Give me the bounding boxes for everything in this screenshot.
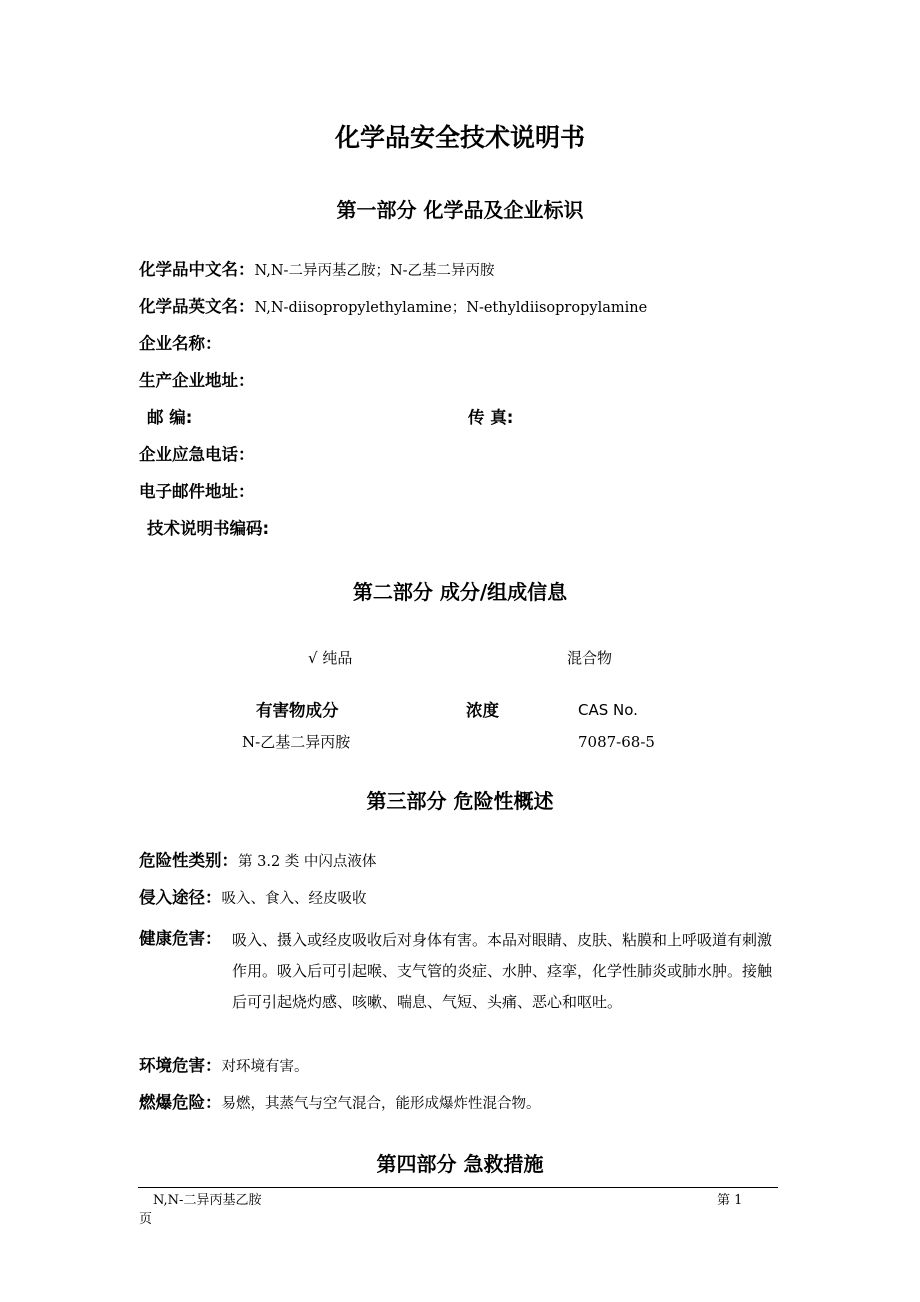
fire-row [139,1093,541,1114]
col-component-header: 有害物成分 [256,701,339,720]
cn-name-row [139,260,495,281]
health-value: 吸入、摄入或经皮吸收后对身体有害。本品对眼睛、皮肤、粘膜和上呼吸道有刺激作用。吸入后可引起喉、支气管的炎症、水肿、痉挛，化学性肺炎或肺水肿。接触后可引起烧灼感、咳嗽、喘息、气短、头痛、恶心和呕吐。 [232,931,773,1011]
hazard-class-label: 危险性类别： [139,851,238,870]
en-name-label: 化学品英文名： [139,297,255,316]
env-row [139,1056,309,1077]
postcode-label: 邮 编: [147,408,193,427]
section2-heading: 第二部分 成分/组成信息 [352,580,568,604]
msds-code-row [147,519,269,539]
route-row [139,888,367,909]
env-label: 环境危害： [139,1056,222,1075]
route-label: 侵入途径： [139,888,222,907]
fax-label: 传 真: [468,408,514,427]
pure-option: √ 纯品 [308,649,353,667]
hazard-class-value: 第 3.2 类 中闪点液体 [238,854,377,870]
section1-heading: 第一部分 化学品及企业标识 [336,198,584,222]
address-label: 生产企业地址： [139,371,255,390]
en-name-value: N,N-diisopropylethylamine；N-ethyldiisopropylamine [254,300,648,316]
footer-page-suffix: 页 [139,1212,153,1227]
footer-page-number: 第 1 [717,1193,743,1208]
company-label: 企业名称： [139,334,222,353]
env-value: 对环境有害。 [221,1059,309,1075]
col-concentration-header: 浓度 [466,701,499,720]
msds-code-label: 技术说明书编码: [147,519,270,538]
section4-heading: 第四部分 急救措施 [376,1152,544,1176]
health-label: 健康危害： [139,929,222,948]
footer-doc-name: N,N-二异丙基乙胺 [153,1193,262,1208]
section3-heading: 第三部分 危险性概述 [366,789,554,813]
hazard-class-row [139,851,376,872]
component-cell: N-乙基二异丙胺 [242,733,351,751]
col-cas-header: CAS No. [578,701,638,719]
email-row [139,482,255,502]
document-title: 化学品安全技术说明书 [334,123,585,152]
emergency-phone-row [139,445,255,465]
fax-row [468,408,513,428]
cas-cell: 7087-68-5 [578,733,655,751]
postcode-row [147,408,192,428]
fire-value: 易燃，其蒸气与空气混合，能形成爆炸性混合物。 [221,1096,541,1112]
en-name-row [139,297,647,318]
cn-name-label: 化学品中文名： [139,260,255,279]
company-row [139,334,222,354]
footer-divider [138,1187,778,1188]
email-label: 电子邮件地址： [139,482,255,501]
emergency-phone-label: 企业应急电话： [139,445,255,464]
fire-label: 燃爆危险： [139,1093,222,1112]
cn-name-value: N,N-二异丙基乙胺；N-乙基二异丙胺 [254,263,495,279]
route-value: 吸入、食入、经皮吸收 [221,891,367,907]
mixture-option: 混合物 [567,649,613,667]
address-row [139,371,255,391]
